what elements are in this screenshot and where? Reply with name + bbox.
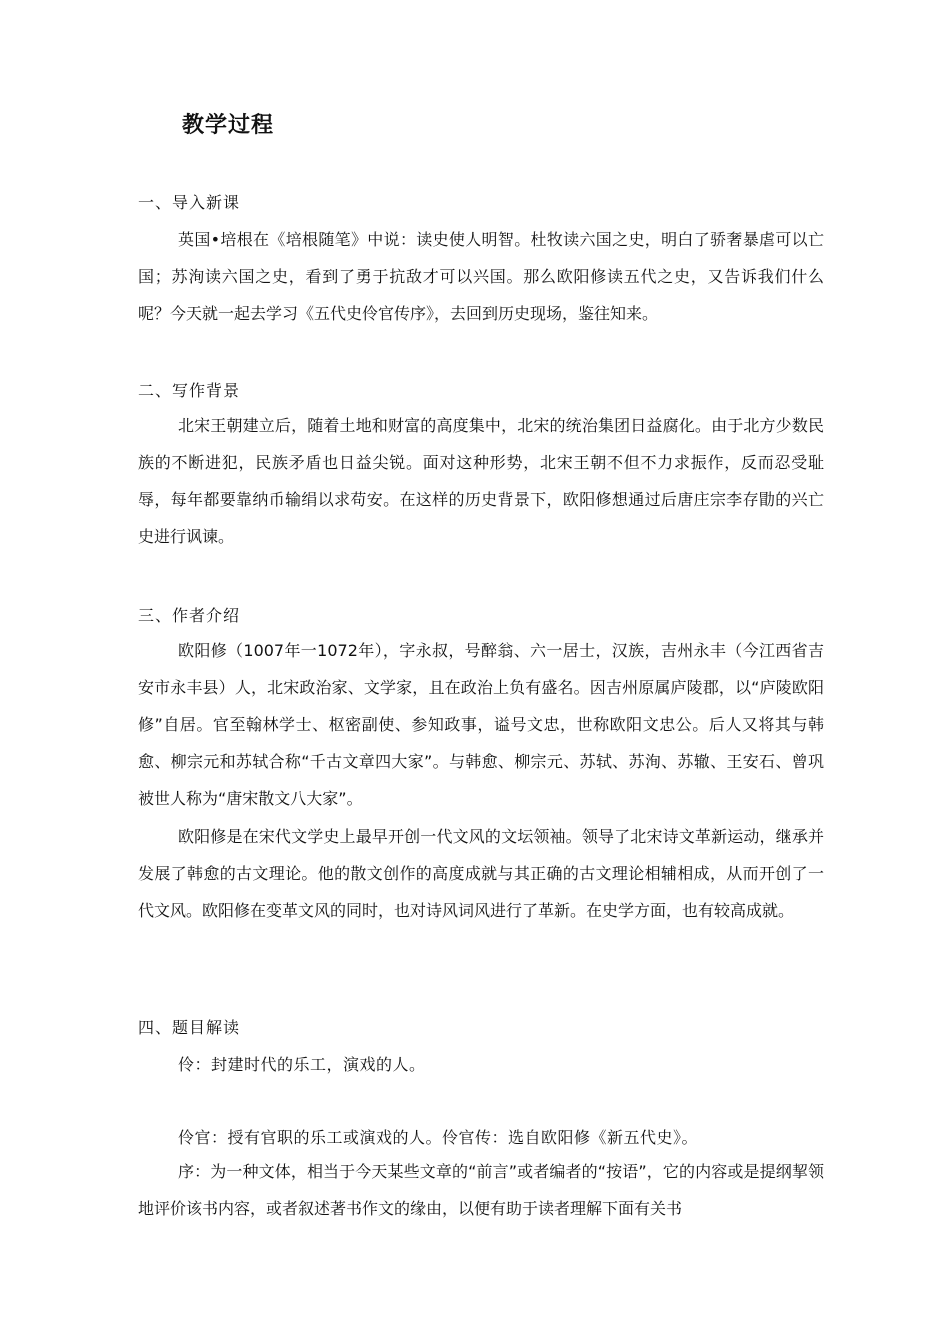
- background-paragraph: 北宋王朝建立后，随着土地和财富的高度集中，北宋的统治集团日益腐化。由于北方少数民族的不断进犯，民族矛盾也日益尖锐。面对这种形势，北宋王朝不但不力求振作，反而忍受耻辱，每年都要靠纳币输绢以求苟安。在这样的历史背景下，欧阳修想通过后唐庄宗李存勖的兴亡史进行讽谏。: [138, 416, 824, 546]
- section-heading-intro: 一、导入新课: [138, 193, 241, 212]
- section-heading-title-reading: 四、题目解读: [138, 1018, 241, 1037]
- title-reading-paragraph-xu: 序：为一种文体，相当于今天某些文章的“前言”或者编者的“按语”，它的内容或是提纲挈领地评价该书内容，或者叙述著书作文的缘由，以便有助于读者理解下面有关书: [138, 1162, 824, 1218]
- intro-paragraph: 英国•培根在《培根随笔》中说：读史使人明智。杜牧读六国之史，明白了骄奢暴虐可以亡国；苏洵读六国之史，看到了勇于抗敌才可以兴国。那么欧阳修读五代之史，又告诉我们什么呢？今天就一起去学习《五代史伶官传序》，去回到历史现场，鉴往知来。: [138, 230, 824, 323]
- author-paragraph-2: 欧阳修是在宋代文学史上最早开创一代文风的文坛领袖。领导了北宋诗文革新运动，继承并发展了韩愈的古文理论。他的散文创作的高度成就与其正确的古文理论相辅相成，从而开创了一代文风。欧阳修在变革文风的同时，也对诗风词风进行了革新。在史学方面，也有较高成就。: [138, 827, 824, 920]
- title-reading-line-ling: 伶：封建时代的乐工，演戏的人。: [178, 1055, 426, 1074]
- author-paragraph-1: 欧阳修（1007年一1072年），字永叔，号醉翁、六一居士，汉族，吉州永丰（今江西省吉安市永丰县）人，北宋政治家、文学家，且在政治上负有盛名。因吉州原属庐陵郡，以“庐陵欧阳修”自居。官至翰林学士、枢密副使、参知政事，谥号文忠，世称欧阳文忠公。后人又将其与韩愈、柳宗元和苏轼合称“千古文章四大家”。与韩愈、柳宗元、苏轼、苏洵、苏辙、王安石、曾巩被世人称为“唐宋散文八大家”。: [138, 641, 824, 808]
- section-heading-author: 三、作者介绍: [138, 606, 241, 625]
- page-title: 教学过程: [182, 113, 275, 138]
- title-reading-line-lingguan: 伶官：授有官职的乐工或演戏的人。伶官传：选自欧阳修《新五代史》。: [178, 1128, 699, 1147]
- section-heading-background: 二、写作背景: [138, 381, 241, 400]
